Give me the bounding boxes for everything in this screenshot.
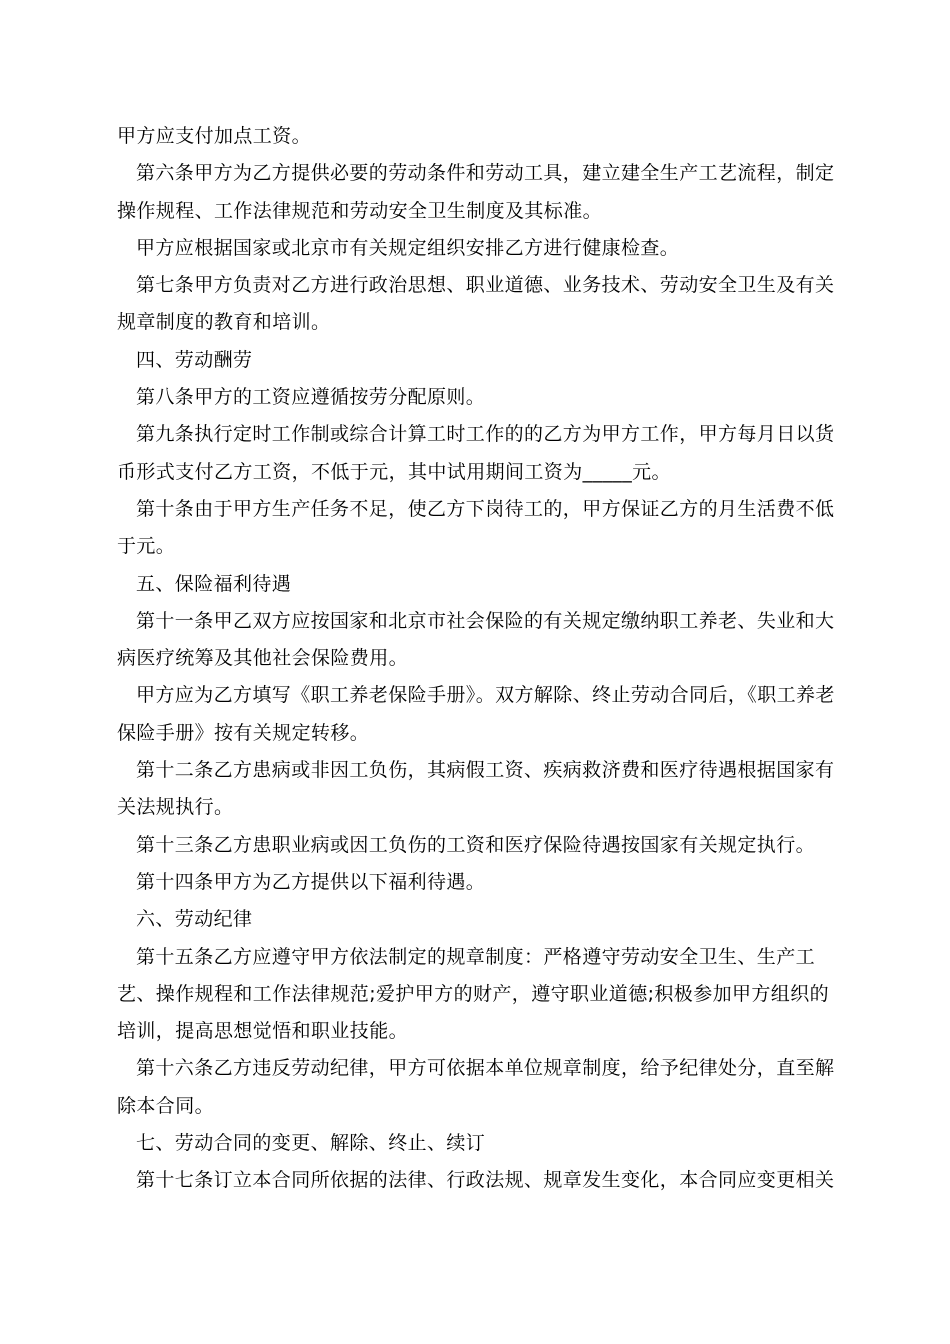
section-heading-insurance: 五、保险福利待遇 (136, 572, 292, 595)
paragraph-continuation: 甲方应支付加点工资。 (117, 125, 312, 147)
section-heading-contract-changes: 七、劳动合同的变更、解除、终止、续订 (136, 1132, 486, 1155)
article-11: 第十一条甲乙双方应按国家和北京市社会保险的有关规定缴纳职工养老、失业和大病医疗统筹及其他社会保险费用。 (117, 609, 835, 670)
article-12: 第十二条乙方患病或非因工负伤，其病假工资、疾病救济费和医疗待遇根据国家有关法规执行。 (117, 759, 835, 819)
article-8: 第八条甲方的工资应遵循按劳分配原则。 (136, 386, 486, 409)
article-9: 第九条执行定时工作制或综合计算工时工作的的乙方为甲方工作，甲方每月日以货币形式支付乙方工资，不低于元，其中试用期间工资为_____元。 (117, 423, 835, 483)
article-16: 第十六条乙方违反劳动纪律，甲方可依据本单位规章制度，给予纪律处分，直至解除本合同。 (117, 1057, 835, 1117)
article-7: 第七条甲方负责对乙方进行政治思想、职业道德、业务技术、劳动安全卫生及有关规章制度的教育和培训。 (117, 274, 835, 334)
article-14: 第十四条甲方为乙方提供以下福利待遇。 (136, 870, 486, 893)
section-heading-remuneration: 四、劳动酬劳 (136, 348, 253, 371)
paragraph-health-check: 甲方应根据国家或北京市有关规定组织安排乙方进行健康检查。 (136, 236, 680, 259)
article-10: 第十条由于甲方生产任务不足，使乙方下岗待工的，甲方保证乙方的月生活费不低于元。 (117, 497, 835, 558)
article-13: 第十三条乙方患职业病或因工负伤的工资和医疗保险待遇按国家有关规定执行。 (136, 833, 816, 856)
article-6: 第六条甲方为乙方提供必要的劳动条件和劳动工具，建立建全生产工艺流程，制定操作规程、工作法律规范和劳动安全卫生制度及其标准。 (117, 162, 835, 222)
document-page (117, 118, 837, 1200)
paragraph-pension-handbook: 甲方应为乙方填写《职工养老保险手册》。双方解除、终止劳动合同后，《职工养老保险手册》按有关规定转移。 (117, 684, 835, 744)
section-heading-discipline: 六、劳动纪律 (136, 908, 253, 931)
article-17: 第十七条订立本合同所依据的法律、行政法规、规章发生变化，本合同应变更相关 (136, 1169, 835, 1192)
article-15: 第十五条乙方应遵守甲方依法制定的规章制度：严格遵守劳动安全卫生、生产工艺、操作规程和工作法律规范;爱护甲方的财产，遵守职业道德;积极参加甲方组织的培训，提高思想觉悟和职业技能。 (117, 945, 830, 1043)
